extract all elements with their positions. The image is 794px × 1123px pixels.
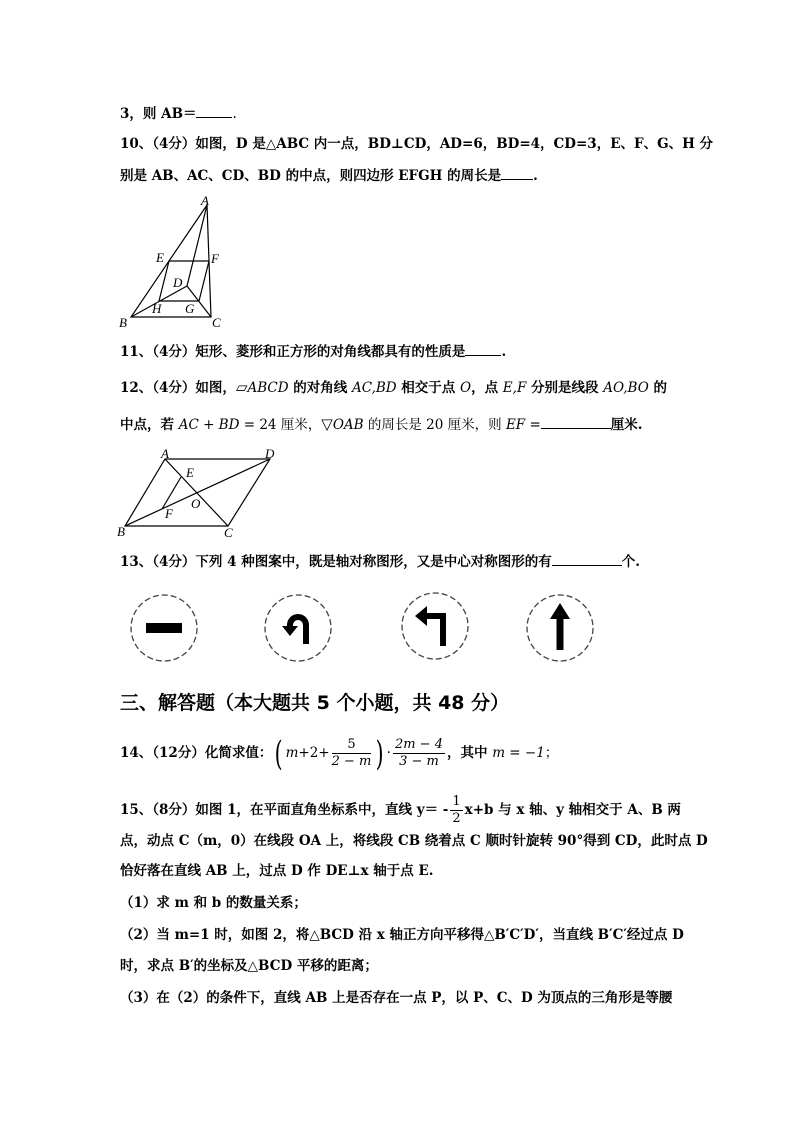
q14-m: m <box>285 745 299 761</box>
answer-blank[interactable] <box>552 551 622 566</box>
label-e: E <box>156 250 164 265</box>
q12-sum: AC + BD <box>178 417 240 433</box>
q15-line1 <box>120 790 681 830</box>
straight-ahead-sign-icon <box>524 592 596 664</box>
q14-text-b: ，其中 <box>446 745 493 761</box>
q12-text-p: 的周长是 20 厘米，则 <box>363 417 506 433</box>
answer-blank[interactable] <box>541 414 611 429</box>
label-g: G <box>185 301 195 316</box>
triangle-symbol: ▽ <box>321 415 333 433</box>
q12-unit: 厘米. <box>610 417 643 433</box>
q14-line <box>120 733 558 777</box>
paren-close: ) <box>376 733 385 774</box>
fraction-1 <box>332 737 372 770</box>
parallelogram-figure <box>115 447 285 542</box>
q10-text-2: 别是 AB、AC、CD、BD 的中点，则四边形 EFGH 的周长是 <box>120 168 502 184</box>
parallelogram-symbol: ▱ <box>235 378 248 396</box>
q15-fraction-numerator: 1 <box>452 794 461 809</box>
label-a: A <box>161 447 169 461</box>
label-f: F <box>211 251 219 266</box>
q14-value: m = −1 <box>492 745 545 761</box>
q15-fraction <box>450 794 462 827</box>
label-c: C <box>212 315 221 330</box>
q12-text-c: 的对角线 <box>288 380 352 396</box>
q12-text-g: ，点 <box>471 380 503 396</box>
q12-text-a: 12、（4分）如图， <box>120 380 236 396</box>
q12-aobo: AO,BO <box>603 380 649 396</box>
q14-end: ； <box>544 745 559 761</box>
q13-end: 个. <box>621 554 640 570</box>
q15-line2 <box>120 831 708 851</box>
fraction-1-numerator: 5 <box>332 737 372 754</box>
q12-eq: = <box>525 417 541 433</box>
q12-line2 <box>120 414 642 435</box>
label-d: D <box>265 447 275 461</box>
q13-text: 13、（4分）下列 4 种图案中，既是轴对称图形，又是中心对称图形的有 <box>120 554 552 570</box>
fraction-1-denominator: 2 − m <box>331 754 372 769</box>
q15-text-1b: x+b 与 x 轴、y 轴相交于 A、B 两 <box>464 802 681 818</box>
label-b: B <box>119 315 127 330</box>
q15-text-7: （3）在（2）的条件下，直线 AB 上是否存在一点 P，以 P、C、D 为顶点的三角形是等腰 <box>120 990 673 1006</box>
answer-blank[interactable] <box>196 103 232 118</box>
q14-text: 14、（12分）化简求值： <box>120 745 273 761</box>
q9-tail <box>120 103 237 124</box>
q12-text-e: 相交于点 <box>396 380 461 396</box>
answer-blank[interactable] <box>465 341 501 356</box>
quad-efgh <box>159 261 209 301</box>
q9-end: . <box>232 106 237 122</box>
q12-ef2: EF <box>505 417 526 433</box>
q12-oab: OAB <box>332 417 364 433</box>
q12-text-l: 中点，若 <box>120 417 179 433</box>
q15-line4 <box>120 893 307 913</box>
q12-text-n: = 24 厘米， <box>239 417 322 433</box>
q15-line5 <box>120 925 684 945</box>
q15-line6 <box>120 956 378 976</box>
no-entry-sign-icon <box>128 592 200 664</box>
q11-line <box>120 341 506 362</box>
q14-plus: +2+ <box>298 745 330 761</box>
q12-abcd: ABCD <box>247 380 289 396</box>
q11-end: . <box>501 344 507 360</box>
label-f: F <box>165 506 173 521</box>
q13-line <box>120 551 640 572</box>
q15-text-4: （1）求 m 和 b 的数量关系； <box>120 895 307 911</box>
q10-line1 <box>120 134 713 154</box>
label-b: B <box>117 524 125 539</box>
fraction-2-numerator: 2m − 4 <box>394 737 443 752</box>
triangle-figure <box>115 193 235 333</box>
q12-ef: E,F <box>502 380 527 396</box>
q15-line3 <box>120 861 434 881</box>
left-turn-sign-icon <box>399 590 471 662</box>
q12-line1 <box>120 377 667 398</box>
q15-text-2: 点，动点 C（m，0）在线段 OA 上，将线段 CB 绕着点 C 顺时针旋转 90°得到 CD，此时点 D <box>120 833 708 849</box>
q12-acbd: AC,BD <box>351 380 397 396</box>
q12-text-i: 分别是线段 <box>526 380 604 396</box>
label-e: E <box>186 465 194 480</box>
q15-line7 <box>120 988 672 1008</box>
q15-text-3: 恰好落在直线 AB 上，过点 D 作 DE⊥x 轴于点 E. <box>120 863 434 879</box>
q15-fraction-denominator: 2 <box>452 811 461 826</box>
diagonal-bd <box>125 459 270 526</box>
q14-dot: · <box>386 745 391 761</box>
answer-blank[interactable] <box>501 165 533 180</box>
segment-ad <box>187 205 207 286</box>
q15-text-5: （2）当 m=1 时，如图 2，将△BCD 沿 x 轴正方向平移得△B′C′D′，当直线 B′C′经过点 D <box>120 927 684 943</box>
q10-text-1: 10、（4分）如图，D 是△ABC 内一点，BD⊥CD，AD=6，BD=4，CD=3，E、F、G、H 分 <box>120 136 714 152</box>
label-d: D <box>173 275 183 290</box>
label-h: H <box>152 301 162 316</box>
fraction-2-denominator: 3 − m <box>399 754 439 769</box>
label-a: A <box>201 193 209 208</box>
label-c: C <box>224 525 233 540</box>
q12-o: O <box>460 380 472 396</box>
q10-line2 <box>120 165 538 186</box>
q15-text-6: 时，求点 B′的坐标及△BCD 平移的距离； <box>120 958 378 974</box>
label-o: O <box>191 496 201 511</box>
q15-text-1a: 15、（8分）如图 1，在平面直角坐标系中，直线 y＝ - <box>120 802 449 818</box>
fraction-2 <box>393 737 445 770</box>
u-turn-sign-icon <box>262 592 334 664</box>
q12-text-k: 的 <box>648 380 667 396</box>
q11-text: 11、（4分）矩形、菱形和正方形的对角线都具有的性质是 <box>120 344 466 360</box>
q10-end: . <box>533 168 538 184</box>
paren-open: ( <box>274 733 283 774</box>
section-heading: 三、解答题（本大题共 5 个小题，共 48 分） <box>120 692 510 714</box>
q9-text: 3，则 AB＝ <box>120 106 197 122</box>
